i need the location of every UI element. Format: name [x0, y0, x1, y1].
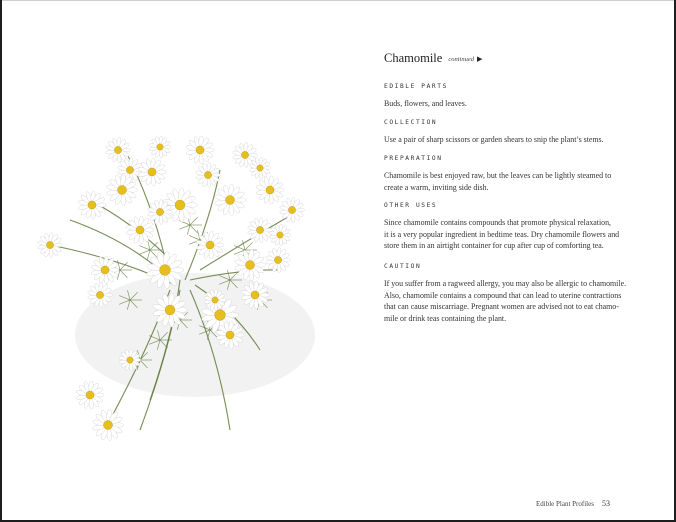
section-collection: [384, 118, 646, 146]
leaf: [147, 250, 150, 260]
section-edible-parts: [384, 82, 646, 110]
play-triangle-icon: ▶: [476, 55, 483, 63]
flower-center: [266, 186, 274, 194]
flower-center: [148, 168, 156, 176]
flower-center: [204, 171, 211, 178]
flower-center: [274, 256, 281, 263]
page-title: Chamomile: [384, 51, 443, 65]
page-number: 53: [601, 499, 610, 508]
flower-center: [241, 151, 248, 158]
flower-center: [96, 291, 103, 298]
chamomile-photo: [30, 130, 320, 450]
body-line: create a warm, inviting side dish.: [384, 182, 489, 192]
flower-center: [101, 266, 109, 274]
page-top-edge: [0, 0, 676, 1]
leaf: [179, 225, 190, 229]
section-label: PREPARATION: [384, 155, 443, 162]
body-line: Buds, flowers, and leaves.: [384, 99, 467, 108]
leaf: [245, 242, 253, 250]
leaf: [120, 270, 127, 278]
flower-center: [127, 357, 133, 363]
continued-label: continued: [448, 56, 474, 63]
section-caution: [384, 262, 646, 324]
body-line: store them in an airtight container for cup after cup of comforting tea.: [384, 241, 604, 251]
flower-center: [156, 208, 163, 215]
flower-center: [136, 226, 144, 234]
flower-center: [46, 241, 53, 248]
section-label: OTHER USES: [384, 202, 438, 209]
photo-shadow: [75, 273, 315, 397]
flower-center: [226, 331, 234, 339]
flower-center: [251, 291, 259, 299]
body-line: it is a very popular ingredient in bedtime teas. Dry chamomile flowers and: [384, 229, 620, 239]
section-body: [384, 134, 646, 146]
heading-row: [384, 49, 482, 67]
flower-center: [104, 421, 113, 430]
leaf: [150, 250, 157, 258]
body-line: Use a pair of sharp scissors or garden shears to snip the plant’s stems.: [384, 135, 604, 144]
section-other-uses: [384, 201, 646, 252]
section-body: [384, 98, 646, 110]
page-left-edge: [0, 0, 2, 522]
leaf: [190, 217, 198, 225]
flower-center: [212, 297, 218, 303]
body-line: If you suffer from a ragweed allergy, you may also be allergic to chamomile.: [384, 279, 627, 288]
flower-center: [126, 166, 133, 173]
flower-center: [86, 391, 94, 399]
leaf: [187, 225, 190, 235]
flower-center: [226, 196, 235, 205]
flower-center: [288, 206, 295, 213]
body-line: Chamomile is best enjoyed raw, but the leaves can be lightly steamed to: [384, 171, 612, 180]
section-body: [384, 170, 646, 193]
running-footer: [536, 493, 610, 511]
section-body: [384, 217, 646, 252]
flower-center: [215, 310, 226, 321]
flower-center: [160, 265, 171, 276]
footer-section-label: Edible Plant Profiles: [536, 500, 594, 508]
section-label: CAUTION: [384, 263, 422, 270]
leaf: [190, 225, 197, 233]
body-line: Also, chamomile contains a compound that can lead to uterine contractions: [384, 290, 622, 300]
flower-center: [246, 261, 255, 270]
flower-center: [277, 232, 283, 238]
leaf: [242, 240, 245, 250]
section-preparation: [384, 154, 646, 193]
body-line: mile or drink teas containing the plant.: [384, 313, 507, 323]
flower-center: [256, 226, 263, 233]
leaf: [139, 246, 150, 250]
flower-center: [175, 200, 185, 210]
body-line: that can cause miscarriage. Pregnant women are advised not to eat chamo-: [384, 302, 619, 312]
flower-center: [206, 241, 214, 249]
section-label: COLLECTION: [384, 119, 438, 126]
section-label: EDIBLE PARTS: [384, 83, 448, 90]
flower-center: [114, 146, 121, 153]
flower-center: [88, 201, 96, 209]
flower-center: [118, 186, 127, 195]
leaf: [189, 236, 200, 240]
flower-center: [196, 146, 204, 154]
leaf: [197, 230, 200, 240]
leaf: [139, 250, 150, 254]
flower-center: [165, 305, 175, 315]
flower-center: [257, 165, 263, 171]
flower-center: [157, 144, 163, 150]
section-body: [384, 278, 646, 324]
body-line: Since chamomile contains compounds that promote physical relaxation,: [384, 218, 612, 227]
